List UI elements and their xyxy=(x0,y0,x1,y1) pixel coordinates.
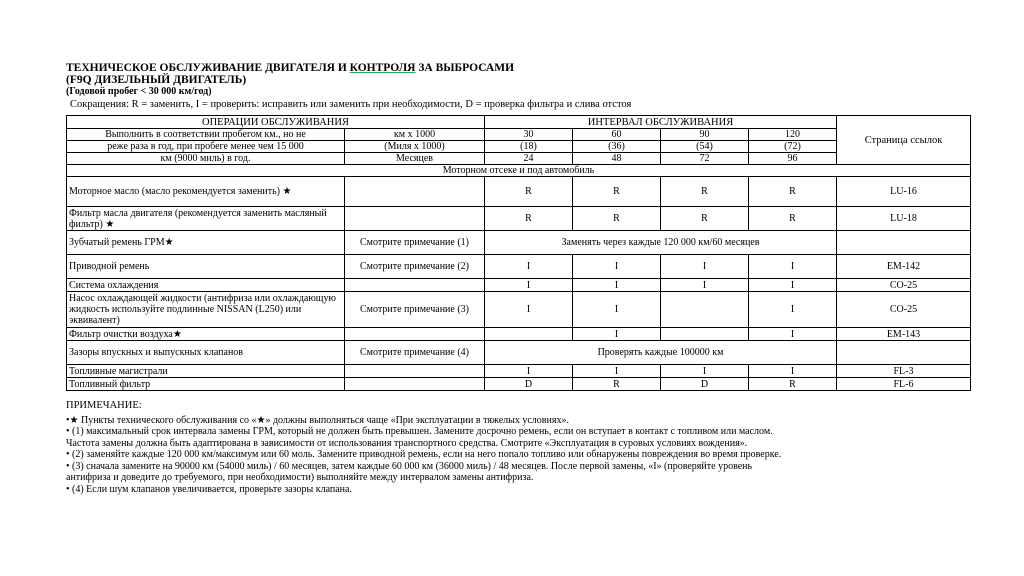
interval-value-cell: I xyxy=(749,328,837,341)
interval-mi: (72) xyxy=(749,141,837,153)
interval-value-cell: R xyxy=(573,207,661,231)
table-row xyxy=(67,328,971,341)
table-row xyxy=(67,177,971,207)
notes-block xyxy=(66,400,970,495)
units-mo: Месяцев xyxy=(345,153,485,165)
note-ref-cell xyxy=(345,207,485,231)
reference-cell: FL-3 xyxy=(837,365,971,378)
note-item: • (2) заменяйте каждые 120 000 км/максимум или 60 моль. Замените приводной ремень, если на него попало топливо или обнаружены повреждения во время проверке. xyxy=(66,449,782,460)
note-item: • (1) максимальный срок интервала замены ГРМ, который не должен быть превышен. Замените досрочно ремень, если он вступает в контакт с топливом или маслом. xyxy=(66,426,773,437)
reference-cell: FL-6 xyxy=(837,378,971,391)
table-body xyxy=(67,177,971,391)
interval-mi: (18) xyxy=(485,141,573,153)
reference-cell: CO-25 xyxy=(837,292,971,328)
doc-subtitle: (Годовой пробег < 30 000 км/год) xyxy=(66,86,212,97)
operation-cell: Приводной ремень xyxy=(67,255,345,279)
interval-mo: 24 xyxy=(485,153,573,165)
interval-value-cell: D xyxy=(485,378,573,391)
maintenance-table xyxy=(66,115,971,391)
interval-mo: 72 xyxy=(661,153,749,165)
interval-value-cell: I xyxy=(661,365,749,378)
interval-value-cell: I xyxy=(661,255,749,279)
interval-value-cell: I xyxy=(485,255,573,279)
interval-km: 90 xyxy=(661,129,749,141)
reference-cell: CO-25 xyxy=(837,279,971,292)
reference-cell: EM-142 xyxy=(837,255,971,279)
note-ref-cell xyxy=(345,177,485,207)
table-row xyxy=(67,231,971,255)
note-ref-cell xyxy=(345,378,485,391)
interval-value-cell: I xyxy=(573,255,661,279)
interval-mo: 48 xyxy=(573,153,661,165)
interval-km: 30 xyxy=(485,129,573,141)
interval-value-cell: I xyxy=(573,365,661,378)
note-item: • (4) Если шум клапанов увеличивается, проверьте зазоры клапана. xyxy=(66,483,352,495)
note-ref-cell xyxy=(345,328,485,341)
interval-value-cell: I xyxy=(573,292,661,328)
operation-cell: Зубчатый ремень ГРМ★ xyxy=(67,231,345,255)
header-operations: ОПЕРАЦИИ ОБСЛУЖИВАНИЯ xyxy=(67,116,485,129)
interval-value-cell: R xyxy=(573,378,661,391)
doc-engine-title: (F9Q ДИЗЕЛЬНЫЙ ДВИГАТЕЛЬ) xyxy=(66,74,247,86)
table-row xyxy=(67,292,971,328)
interval-span-cell: Проверять каждые 100000 км xyxy=(485,341,837,365)
reference-cell xyxy=(837,231,971,255)
interval-value-cell xyxy=(661,292,749,328)
operation-cell: Топливные магистрали xyxy=(67,365,345,378)
operation-cell: Фильтр очистки воздуха★ xyxy=(67,328,345,341)
units-mi: (Миля х 1000) xyxy=(345,141,485,153)
interval-mi: (36) xyxy=(573,141,661,153)
note-ref-cell: Смотрите примечание (2) xyxy=(345,255,485,279)
title-part: ЗА ВЫБРОСАМИ xyxy=(415,62,515,74)
notes-list xyxy=(66,415,970,496)
note-item: • (3) сначала замените на 90000 км (54000 миль) / 60 месяцев, затем каждые 60 000 км (36000 миль) / 48 месяцев. После первой замены, «I» (проверяйте уровень xyxy=(66,460,753,472)
header-interval: ИНТЕРВАЛ ОБСЛУЖИВАНИЯ xyxy=(485,116,837,129)
interval-km: 120 xyxy=(749,129,837,141)
interval-value-cell: I xyxy=(661,279,749,292)
operation-cell: Система охлаждения xyxy=(67,279,345,292)
title-part: ТЕХНИЧЕСКОЕ ОБСЛУЖИВАНИЕ ДВИГАТЕЛЯ И xyxy=(66,62,350,74)
interval-value-cell: R xyxy=(661,177,749,207)
units-km: км х 1000 xyxy=(345,129,485,141)
note-item: антифриза и доведите до требуемого, при необходимости) выполняйте между интервалом замены антифриза. xyxy=(66,472,534,483)
reference-cell: EM-143 xyxy=(837,328,971,341)
note-ref-cell: Смотрите примечание (1) xyxy=(345,231,485,255)
abbreviations-line: Сокращения: R = заменить, I = проверить: исправить или заменить при необходимости, D = проверка фильтра и слива отстоя xyxy=(70,99,632,110)
interval-value-cell: R xyxy=(749,207,837,231)
desc-line: реже раза в год, при пробеге менее чем 15 000 xyxy=(67,141,345,153)
interval-value-cell: R xyxy=(661,207,749,231)
operation-cell: Топливный фильтр xyxy=(67,378,345,391)
operation-cell: Насос охлаждающей жидкости (антифриза или охлаждающую жидкость используйте подлинные NISSAN (L250) или эквивалент) xyxy=(67,292,345,328)
reference-cell xyxy=(837,341,971,365)
note-ref-cell xyxy=(345,279,485,292)
interval-value-cell: I xyxy=(485,292,573,328)
reference-cell: LU-16 xyxy=(837,177,971,207)
interval-value-cell: R xyxy=(749,177,837,207)
note-item: Частота замены должна быть адаптирована в зависимости от использования транспортного средства. Смотрите «Эксплуатация в суровых условиях вождения». xyxy=(66,437,748,449)
interval-value-cell: I xyxy=(485,365,573,378)
desc-line: км (9000 миль) в год. xyxy=(67,153,345,165)
note-ref-cell xyxy=(345,365,485,378)
table-row xyxy=(67,341,971,365)
interval-value-cell: I xyxy=(573,279,661,292)
interval-value-cell: I xyxy=(485,279,573,292)
table-row xyxy=(67,207,971,231)
interval-value-cell: D xyxy=(661,378,749,391)
interval-value-cell: R xyxy=(485,177,573,207)
interval-value-cell: I xyxy=(749,255,837,279)
note-ref-cell: Смотрите примечание (4) xyxy=(345,341,485,365)
operation-cell: Зазоры впускных и выпускных клапанов xyxy=(67,341,345,365)
interval-value-cell: R xyxy=(573,177,661,207)
interval-value-cell xyxy=(661,328,749,341)
title-part-underlined: КОНТРОЛЯ xyxy=(349,62,416,74)
interval-value-cell: I xyxy=(749,279,837,292)
section-row: Моторном отсеке и под автомобиль xyxy=(67,165,971,177)
interval-mi: (54) xyxy=(661,141,749,153)
note-item: •★ Пункты технического обслуживания со «★» должны выполняться чаще «При эксплуатации в тяжелых условиях». xyxy=(66,414,569,426)
interval-span-cell: Заменять через каждые 120 000 км/60 месяцев xyxy=(485,231,837,255)
reference-cell: LU-18 xyxy=(837,207,971,231)
table-row xyxy=(67,279,971,292)
table-row xyxy=(67,365,971,378)
interval-value-cell: R xyxy=(749,378,837,391)
notes-heading: ПРИМЕЧАНИЕ: xyxy=(66,400,142,411)
interval-value-cell: I xyxy=(749,365,837,378)
interval-mo: 96 xyxy=(749,153,837,165)
document-page xyxy=(66,62,970,495)
interval-value-cell: I xyxy=(749,292,837,328)
operation-cell: Фильтр масла двигателя (рекомендуется заменить масляный фильтр) ★ xyxy=(67,207,345,231)
operation-cell: Моторное масло (масло рекомендуется заменить) ★ xyxy=(67,177,345,207)
note-ref-cell: Смотрите примечание (3) xyxy=(345,292,485,328)
table-row xyxy=(67,255,971,279)
interval-km: 60 xyxy=(573,129,661,141)
interval-value-cell xyxy=(485,328,573,341)
interval-value-cell: R xyxy=(485,207,573,231)
header-reference: Страница ссылок xyxy=(837,116,971,165)
table-row xyxy=(67,378,971,391)
doc-title xyxy=(66,62,970,74)
interval-value-cell: I xyxy=(573,328,661,341)
desc-line: Выполнить в соответствии пробегом км., но не xyxy=(67,129,345,141)
